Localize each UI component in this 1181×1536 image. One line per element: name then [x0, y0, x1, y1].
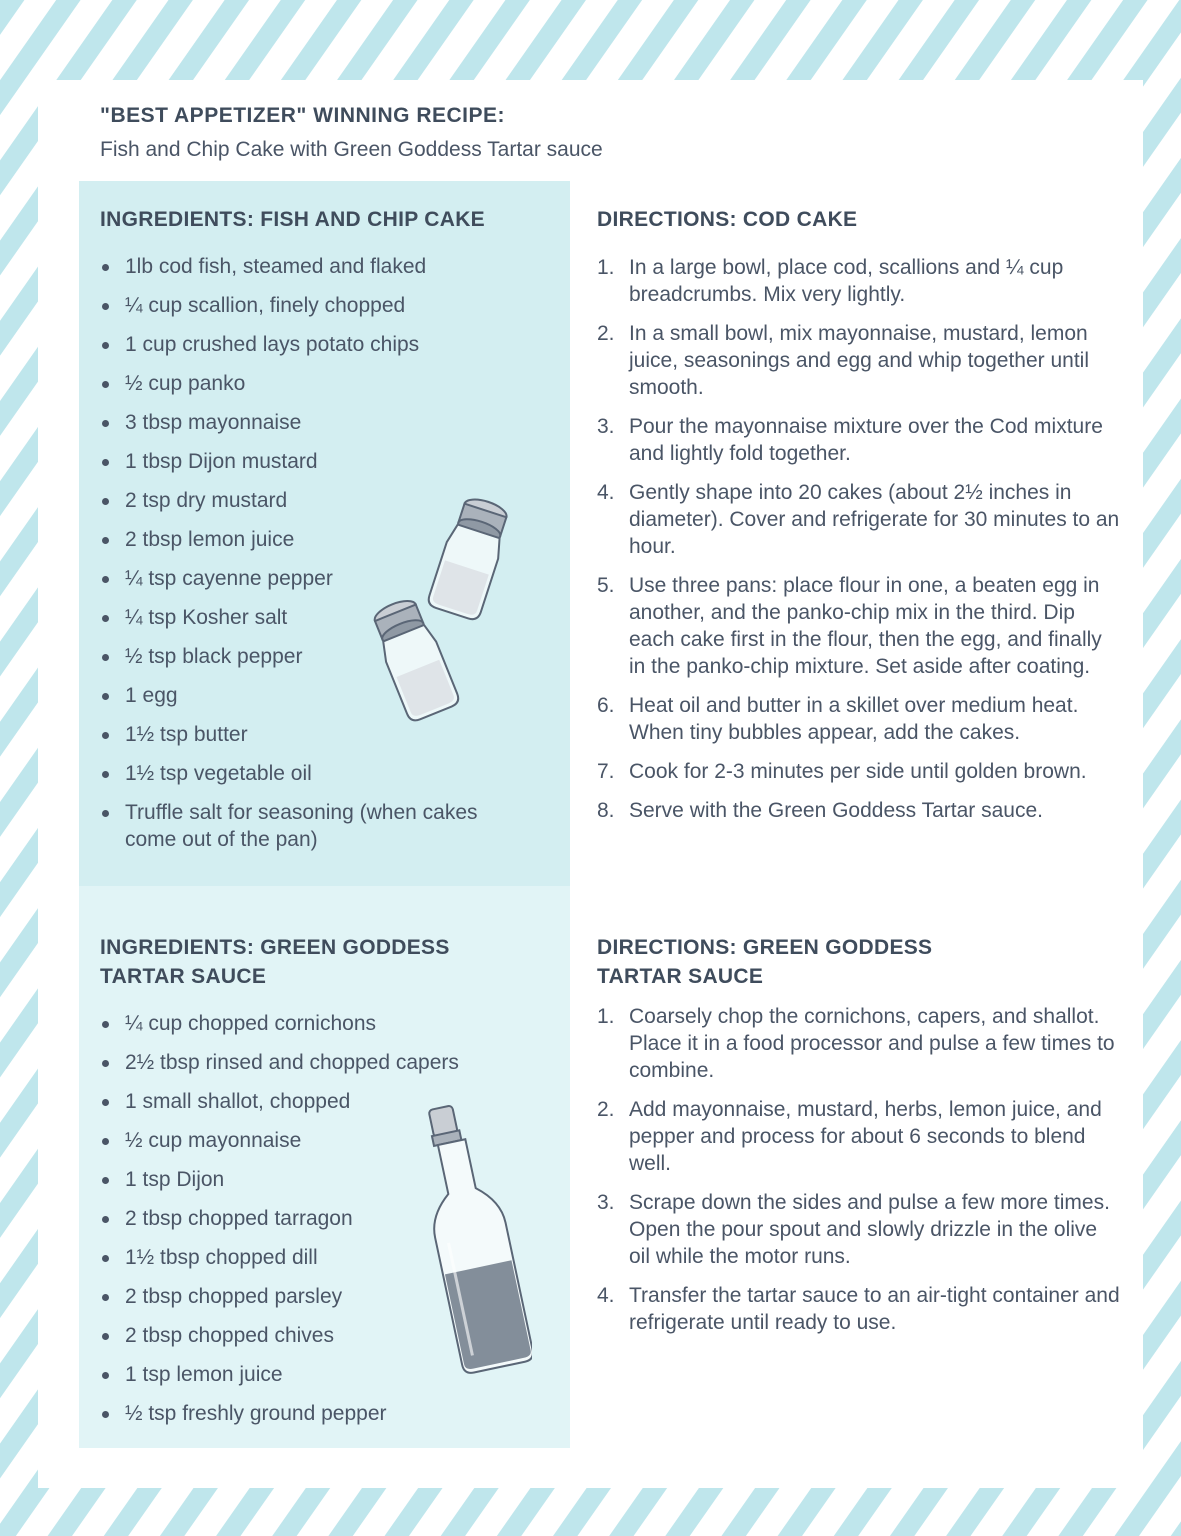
direction-step-text: Transfer the tartar sauce to an air-tight container and refrigerate until ready to use.: [629, 1284, 1120, 1334]
ingredient-item: [100, 409, 530, 436]
ingredient-item: [100, 448, 530, 475]
step-number: 2.: [597, 322, 615, 345]
ingredient-item-text: ¼ tsp Kosher salt: [125, 606, 288, 629]
ingredient-item-text: 1 tsp Dijon: [125, 1168, 225, 1191]
ingredient-item: [100, 370, 530, 397]
cake-directions: [597, 205, 1122, 836]
direction-step: [597, 479, 1122, 560]
direction-step: [597, 758, 1122, 785]
ingredient-item-text: ¼ tsp cayenne pepper: [125, 567, 333, 590]
ingredient-item-text: ½ cup mayonnaise: [125, 1129, 302, 1152]
ingredient-item-text: 1½ tsp butter: [125, 723, 248, 746]
direction-step-text: In a large bowl, place cod, scallions and ¼ cup breadcrumbs. Mix very lightly.: [629, 256, 1064, 306]
cake-directions-title: DIRECTIONS: COD CAKE: [597, 208, 858, 231]
step-number: 4.: [597, 1284, 615, 1307]
step-number: 2.: [597, 1098, 615, 1121]
salt-and-pepper-shakers-icon: [355, 488, 525, 728]
ingredient-item-text: 2 tbsp chopped tarragon: [125, 1207, 353, 1230]
direction-step: [597, 797, 1122, 824]
ingredient-item: [100, 331, 530, 358]
ingredient-item-text: ¼ cup chopped cornichons: [125, 1012, 377, 1035]
step-number: 7.: [597, 760, 615, 783]
ingredient-item: [100, 253, 530, 280]
ingredient-item: [100, 799, 530, 853]
ingredient-item-text: 2 tbsp chopped chives: [125, 1324, 334, 1347]
ingredient-item: [100, 1049, 530, 1076]
direction-step: [597, 692, 1122, 746]
step-number: 3.: [597, 1191, 615, 1214]
direction-step-text: Cook for 2-3 minutes per side until golden brown.: [629, 760, 1087, 783]
recipe-header: [100, 104, 603, 162]
direction-step-text: Heat oil and butter in a skillet over medium heat. When tiny bubbles appear, add the cakes.: [629, 694, 1079, 744]
sauce-directions: [597, 933, 1122, 1348]
ingredient-item-text: ½ tsp black pepper: [125, 645, 303, 668]
ingredient-item-text: 3 tbsp mayonnaise: [125, 411, 302, 434]
ingredient-item-text: 2 tsp dry mustard: [125, 489, 288, 512]
recipe-name: Fish and Chip Cake with Green Goddess Tartar sauce: [100, 138, 603, 161]
ingredient-item: [100, 1400, 530, 1427]
ingredient-item-text: 1 tsp lemon juice: [125, 1363, 283, 1386]
direction-step-text: Serve with the Green Goddess Tartar sauce.: [629, 799, 1043, 822]
sauce-directions-title: DIRECTIONS: GREEN GODDESS TARTAR SAUCE: [597, 936, 933, 988]
cake-directions-list: [597, 254, 1122, 824]
ingredient-item-text: 1 tbsp Dijon mustard: [125, 450, 318, 473]
direction-step: [597, 572, 1122, 680]
ingredient-item: [100, 292, 530, 319]
direction-step: [597, 1003, 1122, 1084]
ingredient-item-text: Truffle salt for seasoning (when cakes come out of the pan): [125, 801, 478, 851]
oil-bottle-icon: [412, 1098, 532, 1378]
step-number: 6.: [597, 694, 615, 717]
ingredient-item: [100, 1010, 530, 1037]
ingredient-item-text: ½ tsp freshly ground pepper: [125, 1402, 387, 1425]
sauce-ingredients-title: INGREDIENTS: GREEN GODDESS TARTAR SAUCE: [100, 936, 450, 988]
direction-step-text: Gently shape into 20 cakes (about 2½ inches in diameter). Cover and refrigerate for 30 minutes to an hour.: [629, 481, 1120, 558]
direction-step: [597, 254, 1122, 308]
ingredient-item-text: ½ cup panko: [125, 372, 246, 395]
ingredient-item-text: 2½ tbsp rinsed and chopped capers: [125, 1051, 459, 1074]
ingredient-item-text: 1 cup crushed lays potato chips: [125, 333, 420, 356]
ingredient-item-text: 1½ tbsp chopped dill: [125, 1246, 318, 1269]
direction-step: [597, 1096, 1122, 1177]
direction-step-text: Coarsely chop the cornichons, capers, and shallot. Place it in a food processor and pulse a few times to combine.: [629, 1005, 1115, 1082]
step-number: 5.: [597, 574, 615, 597]
ingredient-item: [100, 760, 530, 787]
direction-step: [597, 413, 1122, 467]
ingredient-item-text: ¼ cup scallion, finely chopped: [125, 294, 406, 317]
direction-step: [597, 320, 1122, 401]
step-number: 1.: [597, 256, 615, 279]
ingredient-item-text: 1½ tsp vegetable oil: [125, 762, 312, 785]
direction-step-text: Scrape down the sides and pulse a few more times. Open the pour spout and slowly drizzle in the olive oil while the motor runs.: [629, 1191, 1110, 1268]
ingredient-item-text: 1lb cod fish, steamed and flaked: [125, 255, 427, 278]
ingredient-item-text: 2 tbsp chopped parsley: [125, 1285, 343, 1308]
sauce-directions-list: [597, 1003, 1122, 1336]
step-number: 4.: [597, 481, 615, 504]
step-number: 3.: [597, 415, 615, 438]
step-number: 8.: [597, 799, 615, 822]
recipe-award-title: "BEST APPETIZER" WINNING RECIPE:: [100, 104, 505, 127]
cake-ingredients-title: INGREDIENTS: FISH AND CHIP CAKE: [100, 208, 485, 231]
direction-step-text: Use three pans: place flour in one, a beaten egg in another, and the panko-chip mix in the third. Dip each cake first in the flour, then the egg, and finally in the panko-chip mixture. Set aside after coating.: [629, 574, 1102, 678]
direction-step: [597, 1282, 1122, 1336]
ingredient-item-text: 1 small shallot, chopped: [125, 1090, 351, 1113]
ingredient-item-text: 2 tbsp lemon juice: [125, 528, 295, 551]
direction-step: [597, 1189, 1122, 1270]
direction-step-text: Add mayonnaise, mustard, herbs, lemon juice, and pepper and process for about 6 seconds to blend well.: [629, 1098, 1102, 1175]
direction-step-text: In a small bowl, mix mayonnaise, mustard, lemon juice, seasonings and egg and whip together until smooth.: [629, 322, 1089, 399]
direction-step-text: Pour the mayonnaise mixture over the Cod mixture and lightly fold together.: [629, 415, 1103, 465]
step-number: 1.: [597, 1005, 615, 1028]
ingredient-item-text: 1 egg: [125, 684, 178, 707]
